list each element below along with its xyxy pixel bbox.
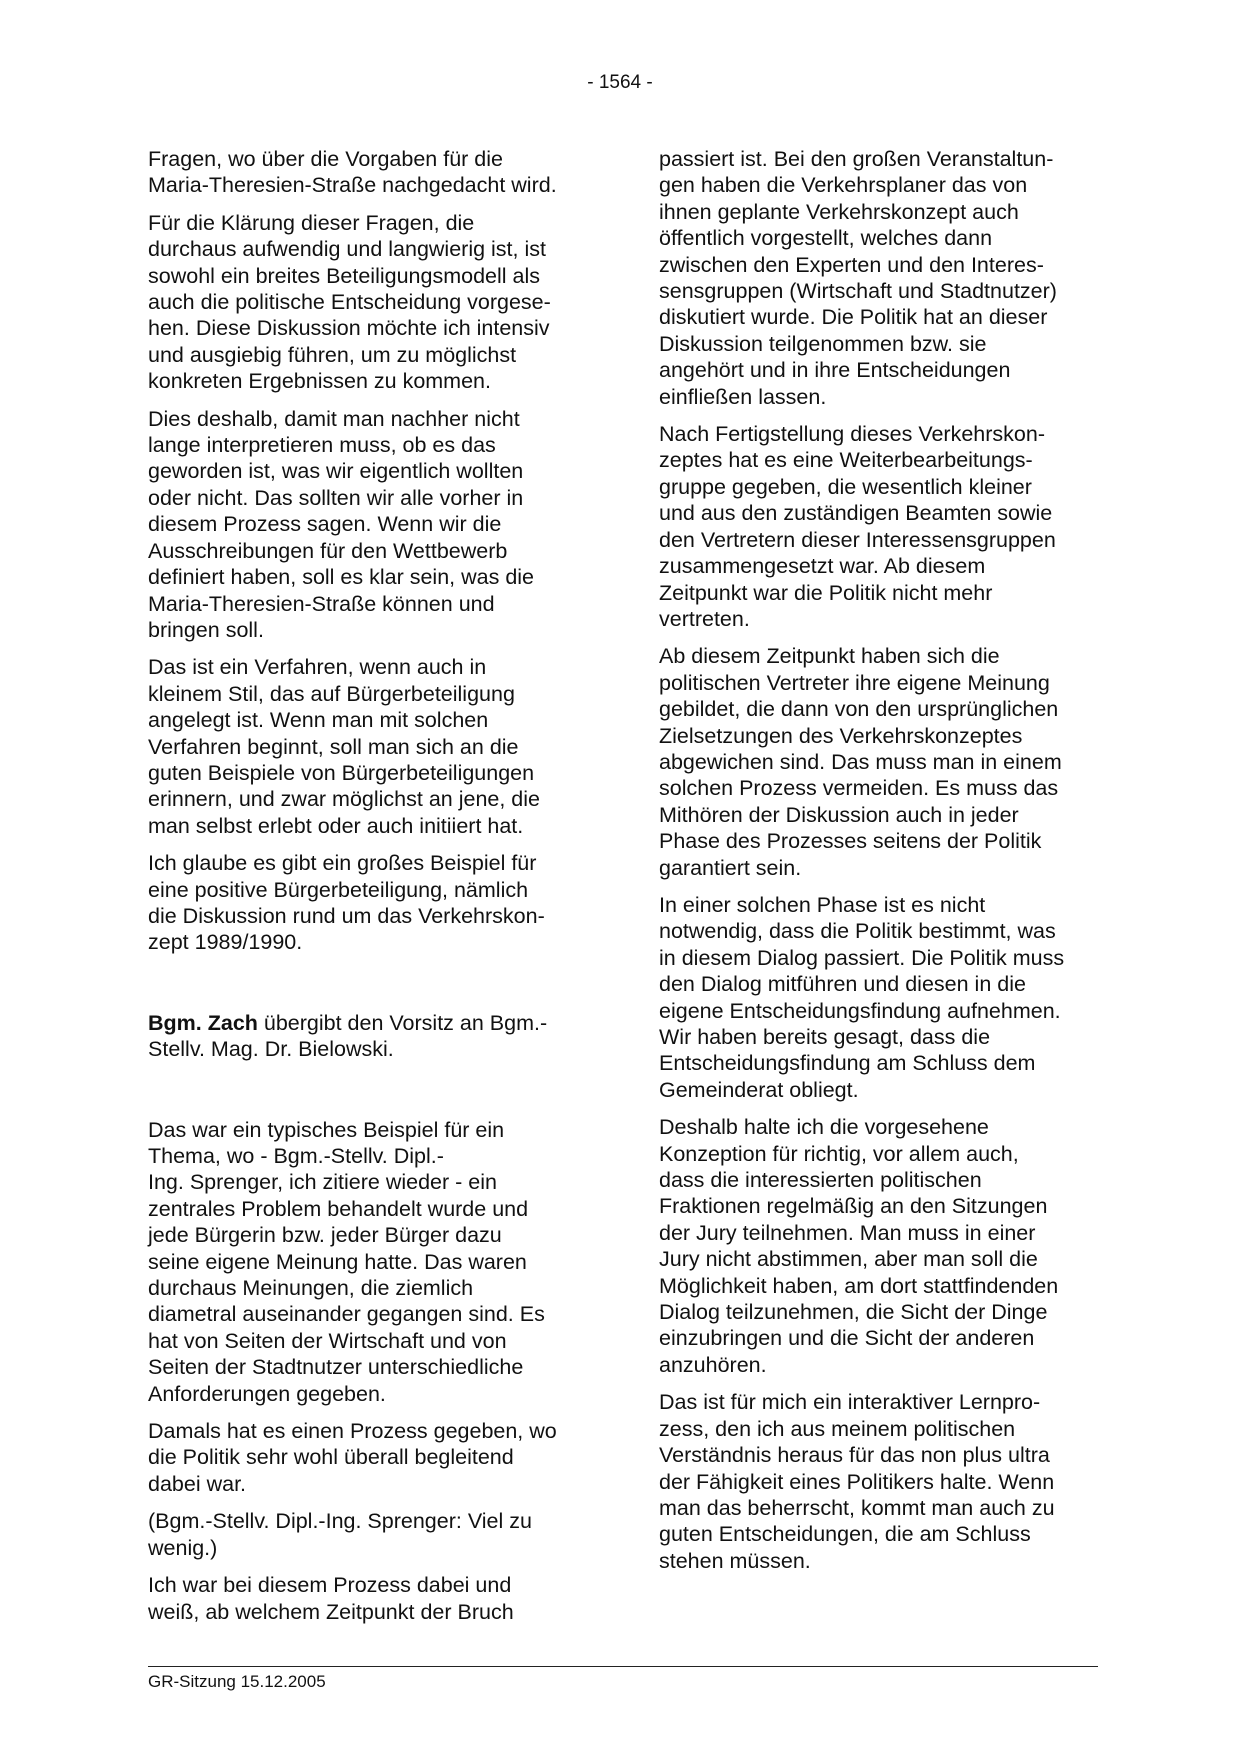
- right-column: [659, 146, 1099, 1585]
- paragraph: Das war ein typisches Beispiel für ein Thema, wo - Bgm.-Stellv. Dipl.- Ing. Sprenger, ich zitiere wieder - ein zentrales Problem behandelt wurde und jede Bürgerin bzw. jeder Bürger dazu seine eigene Meinung hatte. Das waren durchaus Meinungen, die ziemlich diametral auseinander gegangen sind. Es hat von Seiten der Wirtschaft und von Seiten der Stadtnutzer unterschiedliche Anforderungen gegeben.: [148, 1117, 545, 1406]
- paragraph: Nach Fertigstellung dieses Verkehrskon- zeptes hat es eine Weiterbearbeitungs- gruppe gegeben, die wesentlich kleiner und aus den zuständigen Beamten sowie den Vertretern dieser Interessensgruppen zusammengesetzt war. Ab diesem Zeitpunkt war die Politik nicht mehr vertreten.: [659, 422, 1056, 631]
- paragraph: Ich war bei diesem Prozess dabei und weiß, ab welchem Zeitpunkt der Bruch: [148, 1573, 514, 1624]
- paragraph: Dies deshalb, damit man nachher nicht lange interpretieren muss, ob es das geworden ist, was wir eigentlich wollten oder nicht. Das sollten wir alle vorher in diesem Prozess sagen. Wenn wir die Ausschreibungen für den Wettbewerb definiert haben, soll es klar sein, was die Maria-Theresien-Straße können und bringen soll.: [148, 406, 535, 642]
- speaker-name: Bgm. Zach: [148, 1010, 258, 1035]
- paragraph: Damals hat es einen Prozess gegeben, wo die Politik sehr wohl überall begleitend dabei war.: [148, 1419, 557, 1496]
- footer-text: GR-Sitzung 15.12.2005: [148, 1672, 326, 1691]
- paragraph: Deshalb halte ich die vorgesehene Konzeption für richtig, vor allem auch, dass die interessierten politischen Fraktionen regelmäßig an den Sitzungen der Jury teilnehmen. Man muss in einer Jury nicht abstimmen, aber man soll die Möglichkeit haben, am dort stattfindenden Dialog teilzunehmen, die Sicht der Dinge einzubringen und die Sicht der anderen anzuhören.: [659, 1115, 1059, 1377]
- left-column: [148, 146, 588, 1636]
- paragraph: Das ist ein Verfahren, wenn auch in kleinem Stil, das auf Bürgerbeteiligung angelegt ist. Wenn man mit solchen Verfahren beginnt, soll man sich an die guten Beispiele von Bürgerbeteiligungen erinnern, und zwar möglichst an jene, die man selbst erlebt oder auch initiiert hat.: [148, 655, 540, 838]
- speaker-note-text: übergibt den Vorsitz an Bgm.- Stellv. Mag. Dr. Bielowski.: [148, 1010, 548, 1062]
- page-number: - 1564 -: [587, 72, 653, 93]
- footer-divider: [148, 1666, 1098, 1667]
- paragraph: Fragen, wo über die Vorgaben für die Maria-Theresien-Straße nachgedacht wird.: [148, 147, 557, 198]
- paragraph: Ab diesem Zeitpunkt haben sich die politischen Vertreter ihre eigene Meinung gebildet, die dann von den ursprünglichen Zielsetzungen des Verkehrskonzeptes abgewichen sind. Das muss man in einem solchen Prozess vermeiden. Es muss das Mithören der Diskussion auch in jeder Phase des Prozesses seitens der Politik garantiert sein.: [659, 644, 1062, 880]
- paragraph: Das ist für mich ein interaktiver Lernpro- zess, den ich aus meinem politischen Verständnis heraus für das non plus ultra der Fähigkeit eines Politikers halte. Wenn man das beherrscht, kommt man auch zu guten Entscheidungen, die am Schluss stehen müssen.: [659, 1390, 1055, 1573]
- paragraph: Ich glaube es gibt ein großes Beispiel für eine positive Bürgerbeteiligung, nämlich die Diskussion rund um das Verkehrskon- zept 1989/1990.: [148, 851, 545, 955]
- interjection: (Bgm.-Stellv. Dipl.-Ing. Sprenger: Viel zu wenig.): [148, 1509, 532, 1560]
- paragraph: passiert ist. Bei den großen Veranstaltun- gen haben die Verkehrsplaner das von ihnen geplante Verkehrskonzept auch öffentlich vorgestellt, welches dann zwischen den Experten und den Interes- sensgruppen (Wirtschaft und Stadtnutzer) diskutiert wurde. Die Politik hat an dieser Diskussion teilgenommen bzw. sie angehört und in ihre Entscheidungen einfließen lassen.: [659, 147, 1057, 409]
- paragraph: In einer solchen Phase ist es nicht notwendig, dass die Politik bestimmt, was in diesem Dialog passiert. Die Politik muss den Dialog mitführen und diesen in die eigene Entscheidungsfindung aufnehmen. Wir haben bereits gesagt, dass die Entscheidungsfindung am Schluss dem Gemeinderat obliegt.: [659, 892, 1065, 1102]
- speaker-note: [148, 1010, 588, 1063]
- paragraph: Für die Klärung dieser Fragen, die durchaus aufwendig und langwierig ist, ist sowohl ein breites Beteiligungsmodell als auch die politische Entscheidung vorgese- hen. Diese Diskussion möchte ich intensiv und ausgiebig führen, um zu möglichst konkreten Ergebnissen zu kommen.: [148, 210, 551, 394]
